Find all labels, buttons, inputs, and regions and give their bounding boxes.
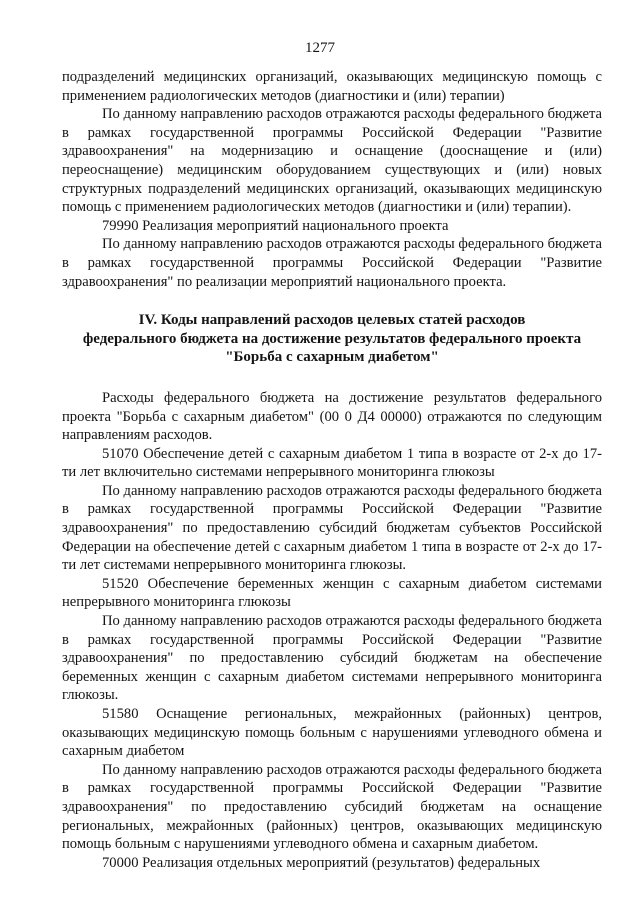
paragraph-code-51070: 51070 Обеспечение детей с сахарным диабетом 1 типа в возрасте от 2-х до 17-ти лет включительно системами непрерывного мониторинга глюкозы [62,445,602,481]
page-number: 1277 [305,40,335,56]
section-heading-line: IV. Коды направлений расходов целевых статей расходов [138,312,526,329]
paragraph: По данному направлению расходов отражаются расходы федерального бюджета в рамках государственной программы Российской Федерации "Развитие здравоохранения" по предоставлению субсидий бюджетам на обеспечение беременных женщин с сахарным диабетом системами непрерывного мониторинга глюкозы. [62,613,602,704]
paragraph-code-70000: 70000 Реализация отдельных мероприятий (результатов) федеральных [102,854,541,871]
paragraph: По данному направлению расходов отражаются расходы федерального бюджета в рамках государственной программы Российской Федерации "Развитие здравоохранения" по предоставлению субсидий бюджетам на оснащение региональных, межрайонных (районных) центров, оказывающих медицинскую помощь больным с нарушениями углеводного обмена и сахарным диабетом. [62,761,602,853]
document-body [62,68,602,872]
paragraph-intro: Расходы федерального бюджета на достижение результатов федерального проекта "Борьба с сахарным диабетом" (00 0 Д4 00000) отражаются по следующим направлениям расходов. [62,389,602,444]
paragraph: По данному направлению расходов отражаются расходы федерального бюджета в рамках государственной программы Российской Федерации "Развитие здравоохранения" на модернизацию и оснащение (дооснащение и (или) переоснащение) медицинским оборудованием существующих и (или) новых структурных подразделений медицинских организаций, оказывающих медицинскую помощь с применением радиологических методов (диагностики и (или) терапии). [62,106,602,216]
paragraph-code-79990: 79990 Реализация мероприятий национального проекта [102,217,449,234]
section-heading-line: "Борьба с сахарным диабетом" [225,349,439,366]
paragraph-code-51580: 51580 Оснащение региональных, межрайонных (районных) центров, оказывающих медицинскую помощь больным с нарушениями углеводного обмена и сахарным диабетом [62,706,602,760]
paragraph: По данному направлению расходов отражаются расходы федерального бюджета в рамках государственной программы Российской Федерации "Развитие здравоохранения" по реализации мероприятий национального проекта. [62,236,602,290]
section-heading-line: федерального бюджета на достижение результатов федерального проекта [82,330,582,347]
section-heading [62,311,602,367]
paragraph-code-51520: 51520 Обеспечение беременных женщин с сахарным диабетом системами непрерывного мониторинга глюкозы [62,575,602,611]
paragraph-continuation: подразделений медицинских организаций, оказывающих медицинскую помощь с применением радиологических методов (диагностики и (или) терапии) [62,69,602,104]
paragraph: По данному направлению расходов отражаются расходы федерального бюджета в рамках государственной программы Российской Федерации "Развитие здравоохранения" по предоставлению субсидий бюджетам субъектов Российской Федерации на обеспечение детей с сахарным диабетом 1 типа в возрасте от 2-х до 17-ти лет системами непрерывного мониторинга глюкозы. [62,482,602,574]
